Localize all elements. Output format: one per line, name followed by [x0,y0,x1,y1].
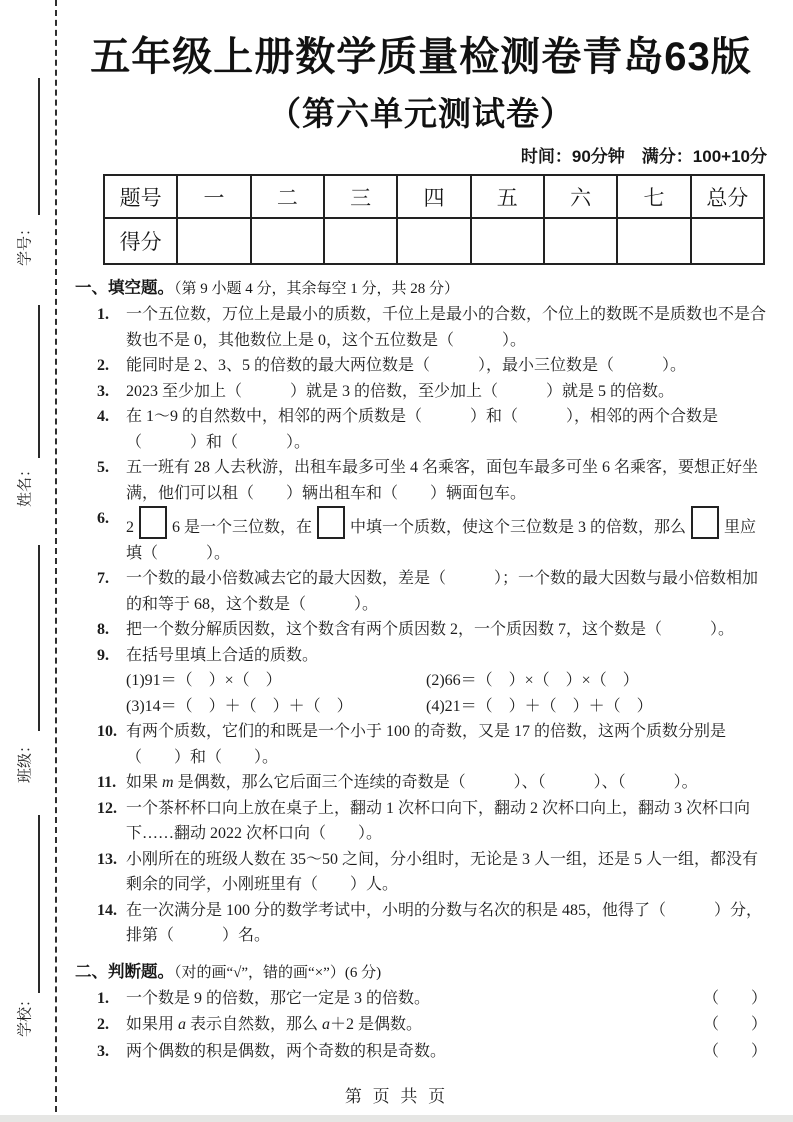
question-item [97,353,767,379]
sub-question: (4)21＝（ ）＋（ ）＋（ ） [426,697,653,715]
true-false-question-list [97,986,767,1066]
score-cell [544,218,617,264]
question-item [97,898,767,949]
question-text: 两个偶数的积是偶数，两个奇数的积是奇数。 （ ） [126,1039,767,1066]
question-number: 1. [97,989,109,1007]
question-text: 有两个质数，它们的和既是一个小于 100 的奇数，又是 17 的倍数，这两个质数分别是（ ）和（ ）。 [126,723,727,766]
score-table-header-cell: 总分 [691,175,764,218]
answer-bracket: （ ） [702,1016,767,1033]
name-label: 姓名： [17,462,34,508]
score-table-header-cell: 七 [617,175,690,218]
question-item [97,617,767,643]
question-item [97,379,767,405]
question-number: 2. [97,357,109,374]
score-cell [177,218,250,264]
question-text: 2 6 是一个三位数，在 中填一个质数，使这个三位数是 3 的倍数，那么 里应填（ ）。 [126,506,767,566]
sub-question: (3)14＝（ ）＋（ ）＋（ ） [126,697,353,715]
fill-box [139,506,167,539]
question-text: 2023 至少加上（ ）就是 3 的倍数，至少加上（ ）就是 5 的倍数。 [126,382,675,400]
name-write-line [38,305,40,458]
score-cell [471,218,544,264]
score-cell [691,218,764,264]
question-text: 在括号里填上合适的质数。 (1)91＝（ ）×（ ） (2)66＝（ ）×（ ）×（ ） (3)14＝（ ）＋（ ）＋（ ） (4)21＝（ ）＋（ ）＋（ ） [126,643,767,720]
question-text: 一个茶杯杯口向上放在桌子上，翻动 1 次杯口向下，翻动 2 次杯口向上，翻动 3 次杯口向下……翻动 2022 次杯口向（ ）。 [126,799,751,842]
question-item [97,770,767,796]
exam-content [75,0,767,1065]
question-item [97,455,767,506]
answer-bracket: （ ） [702,989,767,1007]
score-cell [617,218,690,264]
time-score-info: 时间：90分钟 满分：100+10分 [520,147,767,166]
sub-question: (1)91＝（ ）×（ ） [126,672,282,689]
question-item [97,796,767,847]
page-footer: 第 页 共 页 [344,1087,449,1106]
class-label: 班级： [17,738,34,784]
student-id-label: 学号： [17,221,34,267]
question-text: 一个五位数，万位上是最小的质数，千位上是最小的合数，个位上的数既不是质数也不是合数也不是 0，其他数位上是 0，这个五位数是（ ）。 [126,306,767,349]
score-table [103,174,765,265]
question-text: 小刚所在的班级人数在 35～50 之间，分小组时，无论是 3 人一组，还是 5 人一组，都没有剩余的同学，小刚班里有（ ）人。 [126,850,759,893]
score-table-score-row [104,218,764,264]
question-text: 一个数的最小倍数减去它的最大因数，差是（ ）；一个数的最大因数与最小倍数相加的和等于 68，这个数是（ ）。 [126,570,759,613]
question-number: 2. [97,1016,109,1033]
class-write-line [38,545,40,731]
score-table-header-cell: 五 [471,175,544,218]
question-item [97,1039,767,1066]
question-number: 5. [97,459,109,476]
question-number: 8. [97,621,109,638]
fill-in-question-list [97,302,767,949]
question-text: 把一个数分解质因数，这个数含有两个质因数 2，一个质因数 7，这个数是（ ）。 [126,621,735,638]
question-item [97,302,767,353]
question-number: 13. [97,850,117,868]
school-write-line [38,815,40,993]
question-text: 五一班有 28 人去秋游，出租车最多可坐 4 名乘客，面包车最多可坐 6 名乘客，要想正好坐满，他们可以租（ ）辆出租车和（ ）辆面包车。 [126,459,759,502]
question-number: 10. [97,723,117,740]
binding-dashed-line [55,0,57,1112]
question-text: 一个数是 9 的倍数，那它一定是 3 的倍数。 （ ） [126,986,767,1013]
question-item [97,404,767,455]
exam-title: 五年级上册数学质量检测卷青岛63版 [90,35,752,79]
question-text: 能同时是 2、3、5 的倍数的最大两位数是（ ），最小三位数是（ ）。 [126,357,687,374]
question-item [97,1012,767,1039]
student-id-write-line [38,78,40,215]
question-text: 如果 m 是偶数，那么它后面三个连续的奇数是（ ）、（ ）、（ ）。 [126,774,698,791]
question-number: 1. [97,306,109,323]
question-item [97,986,767,1013]
score-cell [251,218,324,264]
fill-box [691,506,719,539]
question-number: 9. [97,646,109,664]
section2-heading [75,959,767,986]
section1-heading [75,275,767,302]
question-number: 14. [97,901,117,919]
question-number: 3. [97,1042,109,1060]
score-table-header-cell: 四 [397,175,470,218]
score-table-header-cell: 题号 [104,175,177,218]
question-item [97,719,767,770]
question-item [97,506,767,566]
question-item [97,847,767,898]
answer-bracket: （ ） [702,1042,767,1060]
fill-box [317,506,345,539]
question-number: 12. [97,799,117,817]
question-number: 3. [97,382,109,400]
score-cell [324,218,397,264]
question-text: 如果用 a 表示自然数，那么 a＋2 是偶数。 （ ） [126,1012,767,1039]
score-table-header-row [104,175,764,218]
score-cell [397,218,470,264]
score-table-header-cell: 六 [544,175,617,218]
section1-heading-note: （第 9 小题 4 分，其余每空 1 分，共 28 分） [174,281,460,297]
section2-heading-title: 二、判断题。 [75,961,174,981]
score-row-label: 得分 [104,218,177,264]
score-table-header-cell: 一 [177,175,250,218]
section1-heading-title: 一、填空题。 [75,278,174,297]
score-table-header-cell: 三 [324,175,397,218]
question-item [97,643,767,720]
question-number: 6. [97,510,109,527]
exam-subtitle: （第六单元测试卷） [268,95,574,132]
question-item [97,566,767,617]
question-number: 11. [97,774,117,791]
sub-question: (2)66＝（ ）×（ ）×（ ） [426,672,639,689]
question-text: 在 1～9 的自然数中，相邻的两个质数是（ ）和（ ），相邻的两个合数是（ ）和（ ）。 [126,408,719,451]
section2-heading-note: （对的画“√”，错的画“×”）(6 分) [174,964,382,981]
scan-bottom-edge [0,1115,793,1122]
question-number: 4. [97,408,109,425]
question-number: 7. [97,570,109,587]
score-table-header-cell: 二 [251,175,324,218]
question-text: 在一次满分是 100 分的数学考试中，小明的分数与名次的积是 485，他得了（ ）分，排第（ ）名。 [126,901,763,944]
sub-question-grid [126,668,767,719]
school-label: 学校： [17,992,34,1038]
